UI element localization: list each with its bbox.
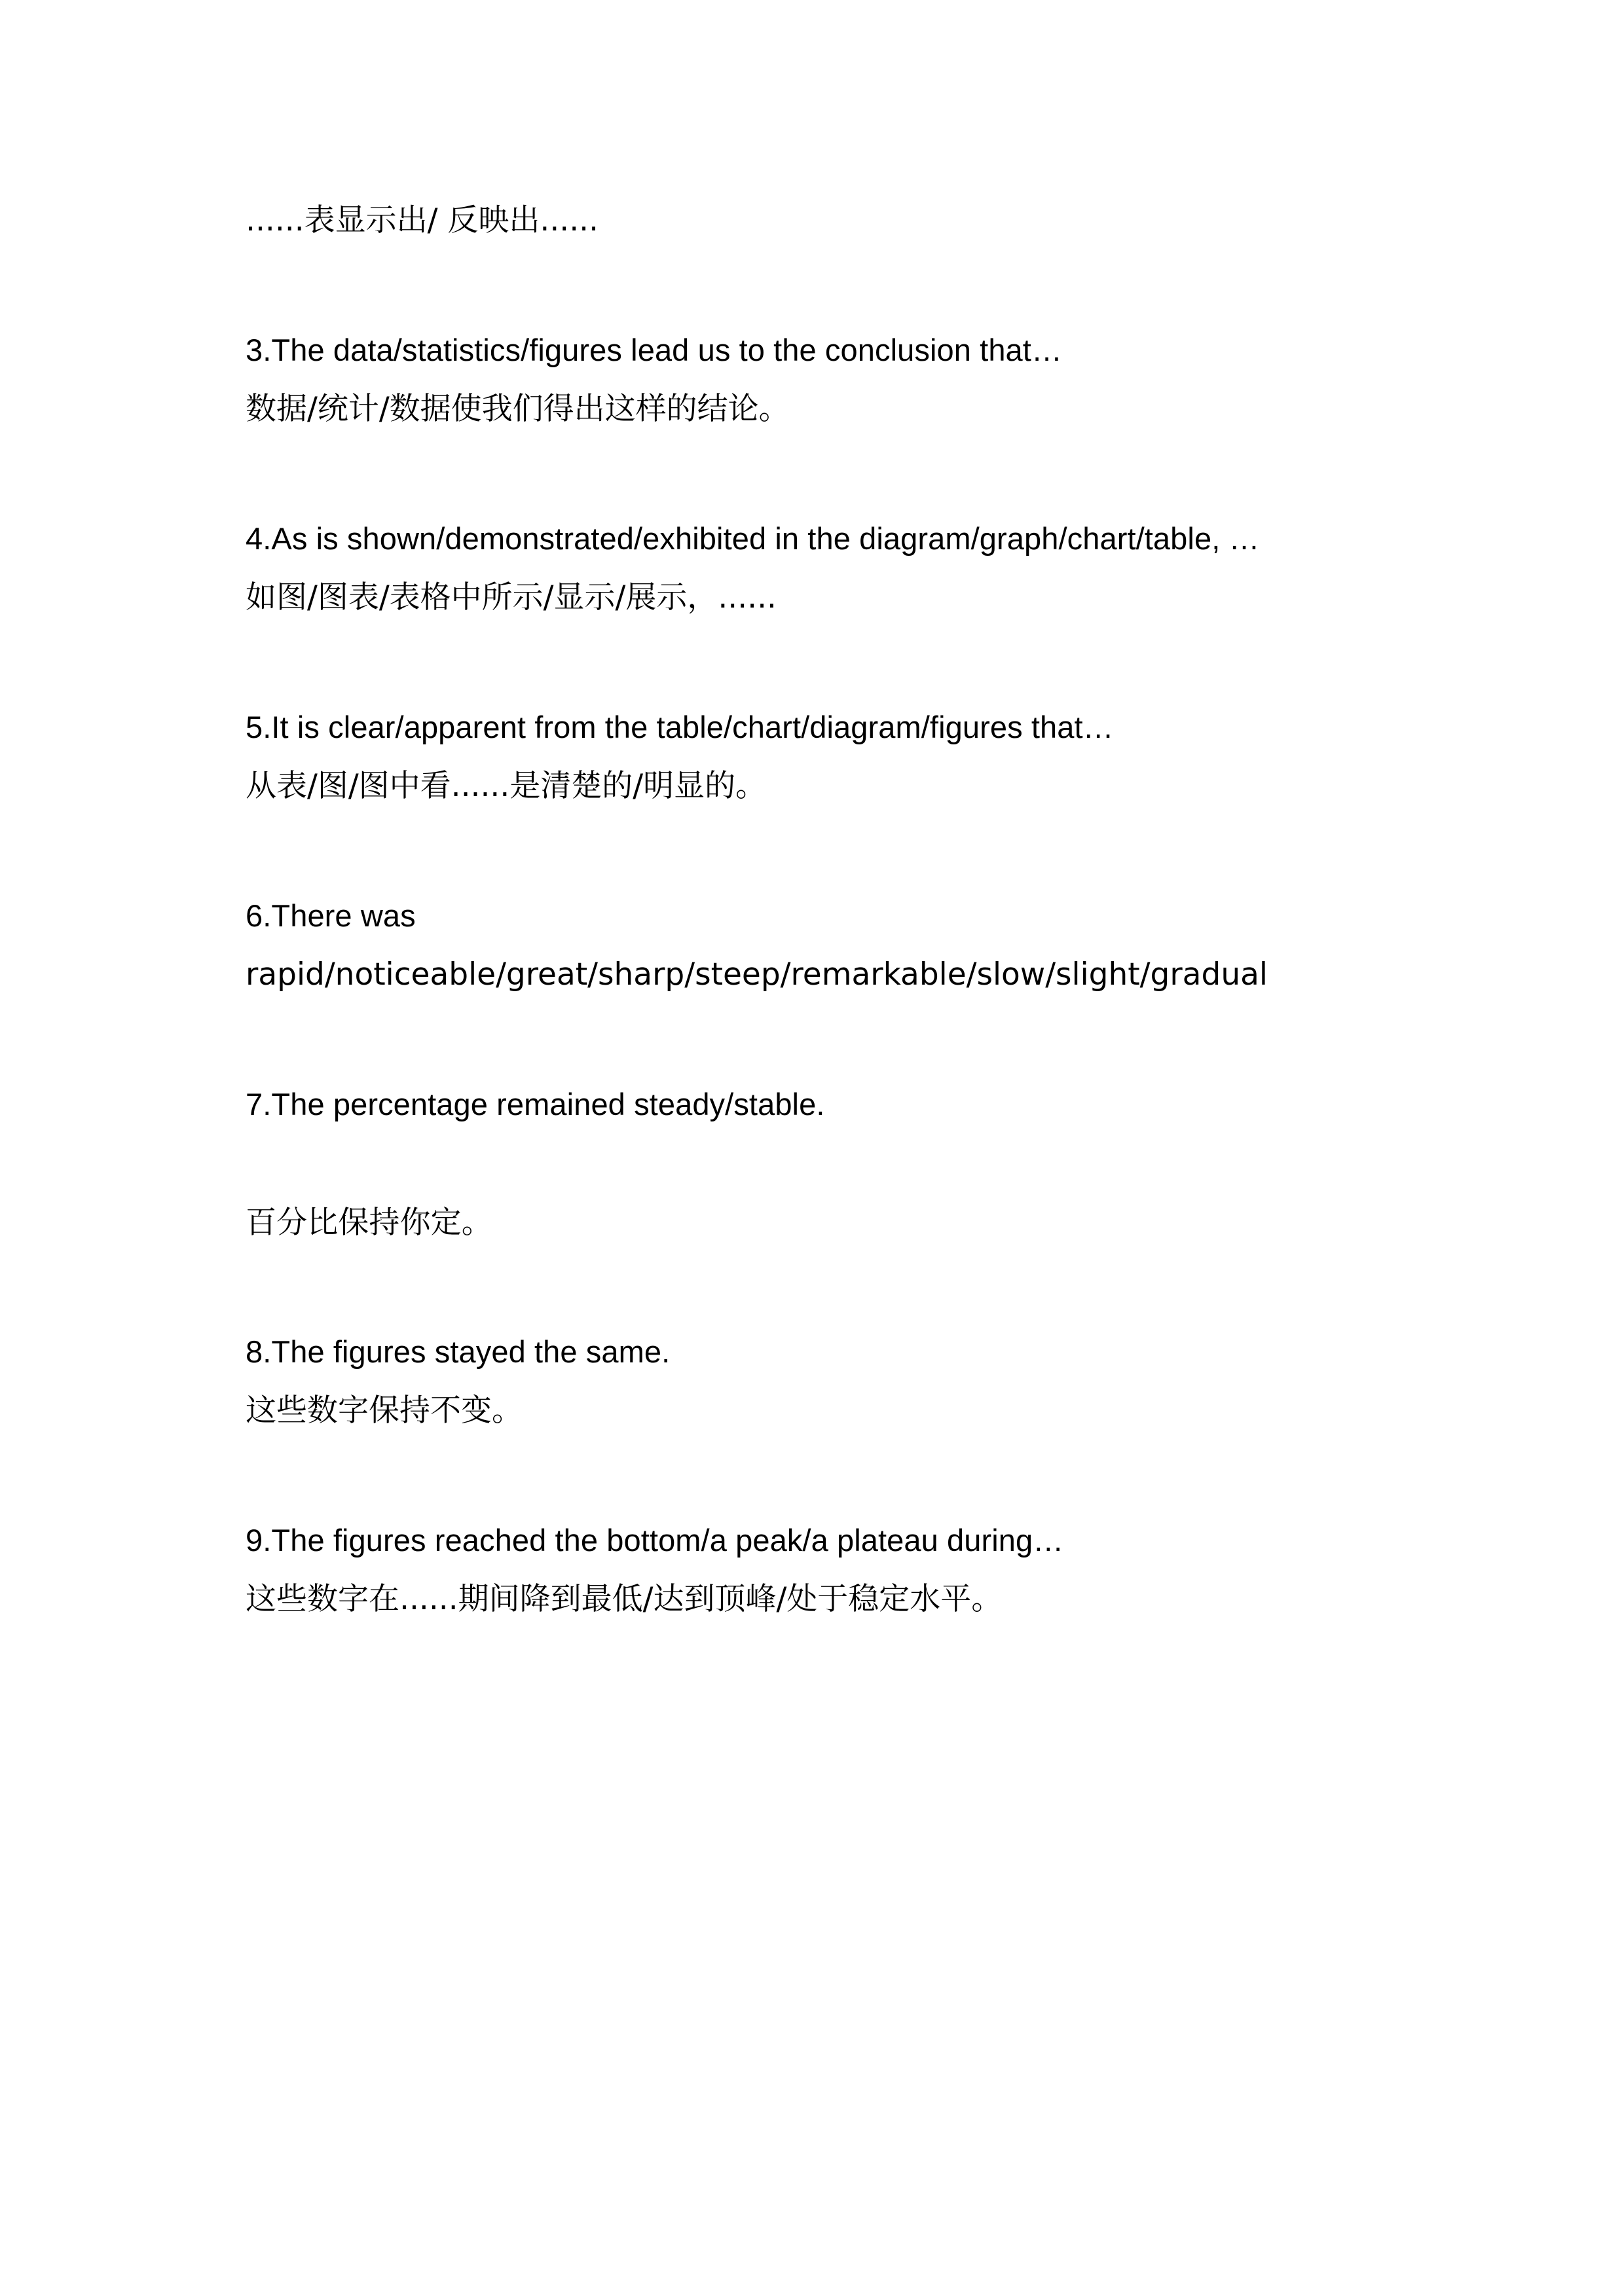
sentence-english: 3.The data/statistics/figures lead us to the conclusion that… — [246, 333, 1063, 367]
sentence-english: 9.The figures reached the bottom/a peak/a plateau during… — [246, 1523, 1064, 1558]
sentence-chinese: 这些数字保持不变。 — [246, 1393, 523, 1429]
sentence-english: 6.There was — [246, 898, 416, 933]
sentence-english: 8.The figures stayed the same. — [246, 1334, 671, 1369]
document-body — [246, 191, 1418, 1700]
numbered-block-6 — [246, 1075, 1418, 1252]
numbered-block-4 — [246, 698, 1418, 816]
lead-line: ......表显示出/ 反映出...... — [246, 202, 599, 238]
numbered-block-5 — [246, 886, 1418, 1004]
lead-paragraph — [246, 191, 1418, 250]
sentence-chinese: rapid/noticeable/great/sharp/steep/remarkable/slow/slight/gradual — [246, 957, 1268, 993]
numbered-block-3 — [246, 509, 1418, 627]
numbered-block-8 — [246, 1511, 1418, 1629]
sentence-english: 4.As is shown/demonstrated/exhibited in the diagram/graph/chart/table, … — [246, 521, 1260, 556]
sentence-english: 5.It is clear/apparent from the table/chart/diagram/figures that… — [246, 710, 1114, 744]
sentence-english-lead: 7.The percentage remained steady/stable. — [246, 1087, 825, 1121]
sentence-english-adjectives: 百分比保持你定。 — [246, 1205, 492, 1239]
sentence-chinese: 从表/图/图中看......是清楚的/明显的。 — [246, 768, 767, 804]
numbered-block-2 — [246, 321, 1418, 439]
numbered-block-7 — [246, 1322, 1418, 1440]
sentence-chinese: 如图/图表/表格中所示/显示/展示，...... — [246, 579, 777, 615]
sentence-chinese: 这些数字在......期间降到最低/达到顶峰/处于稳定水平。 — [246, 1581, 1003, 1617]
sentence-chinese: 数据/统计/数据使我们得出这样的结论。 — [246, 391, 790, 427]
